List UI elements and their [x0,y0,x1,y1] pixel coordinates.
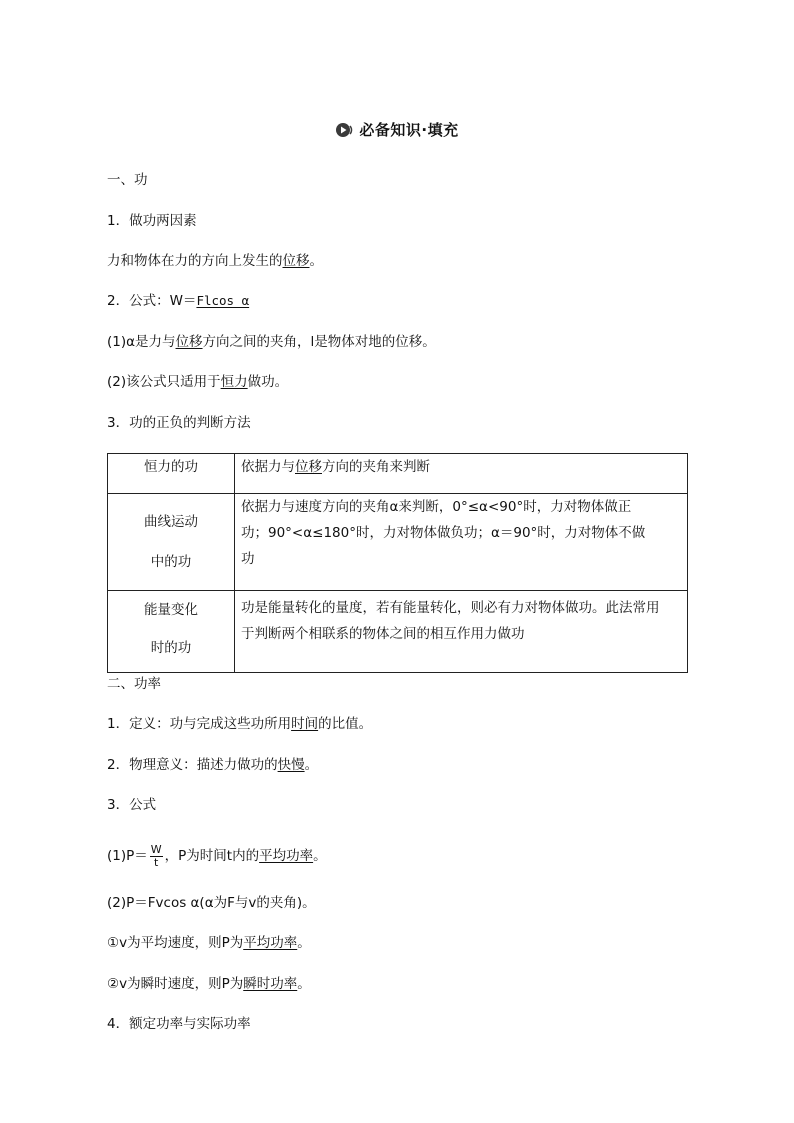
blank-answer: 位移 [282,253,310,269]
section-title [0,119,794,142]
blank-answer: 平均功率 [259,848,314,864]
heading-power: 二、功率 [107,676,161,692]
instant-power-formula: (2)P＝Fvcos α(α为F与v的夹角)。 [107,895,316,911]
blank-answer: 位移 [295,459,322,475]
play-circle-icon [335,122,353,142]
average-power-formula: (1)P＝ $\frac{W}{t}$ ，P为时间t内的平均功率。 [107,842,327,869]
table-cell-key: 恒力的功 [108,454,235,494]
table-cell-value: 依据力与速度方向的夹角α来判断，0°≤α<90°时，力对物体做正 功；90°<α≤180°时，力对物体做负功；α＝90°时，力对物体不做 功 [235,494,688,591]
table-cell-key: 曲线运动 中的功 [108,494,235,591]
item-power-formula: 3．公式 [107,797,157,813]
blank-answer: 平均功率 [243,935,298,951]
blank-answer: Flcos α [196,293,250,308]
table-cell-key: 能量变化 时的功 [108,591,235,673]
table-row [108,494,688,591]
table-cell-value: 依据力与位移方向的夹角来判断 [235,454,688,494]
item-work-factors: 1．做功两因素 [107,213,197,229]
blank-answer: 瞬时功率 [243,976,298,992]
power-definition: 1．定义：功与完成这些功所用时间的比值。 [107,716,373,732]
case-average-velocity: ①v为平均速度，则P为平均功率。 [107,935,311,951]
blank-answer: 时间 [291,716,319,732]
table-row [108,591,688,673]
power-meaning: 2．物理意义：描述力做功的快慢。 [107,757,319,773]
blank-answer: 快慢 [277,757,305,773]
fraction: $\frac{W}{t}$ [150,842,162,869]
blank-answer: 位移 [175,334,203,350]
blank-answer: 恒力 [220,374,248,390]
table-row [108,454,688,494]
work-formula: 2．公式：W＝Flcos α [107,293,250,309]
item-rated-power: 4．额定功率与实际功率 [107,1016,251,1032]
case-instant-velocity: ②v为瞬时速度，则P为瞬时功率。 [107,976,311,992]
formula-note-2: (2)该公式只适用于恒力做功。 [107,374,289,390]
work-sign-table [107,453,688,673]
work-factors-text: 力和物体在力的方向上发生的位移。 [107,253,323,269]
title-text: 必备知识·填充 [359,121,459,139]
item-sign-method: 3．功的正负的判断方法 [107,415,251,431]
formula-note-1: (1)α是力与位移方向之间的夹角，l是物体对地的位移。 [107,334,436,350]
heading-work: 一、功 [107,172,148,188]
table-cell-value: 功是能量转化的量度，若有能量转化，则必有力对物体做功。此法常用 于判断两个相联系的物体之间的相互作用力做功 [235,591,688,673]
